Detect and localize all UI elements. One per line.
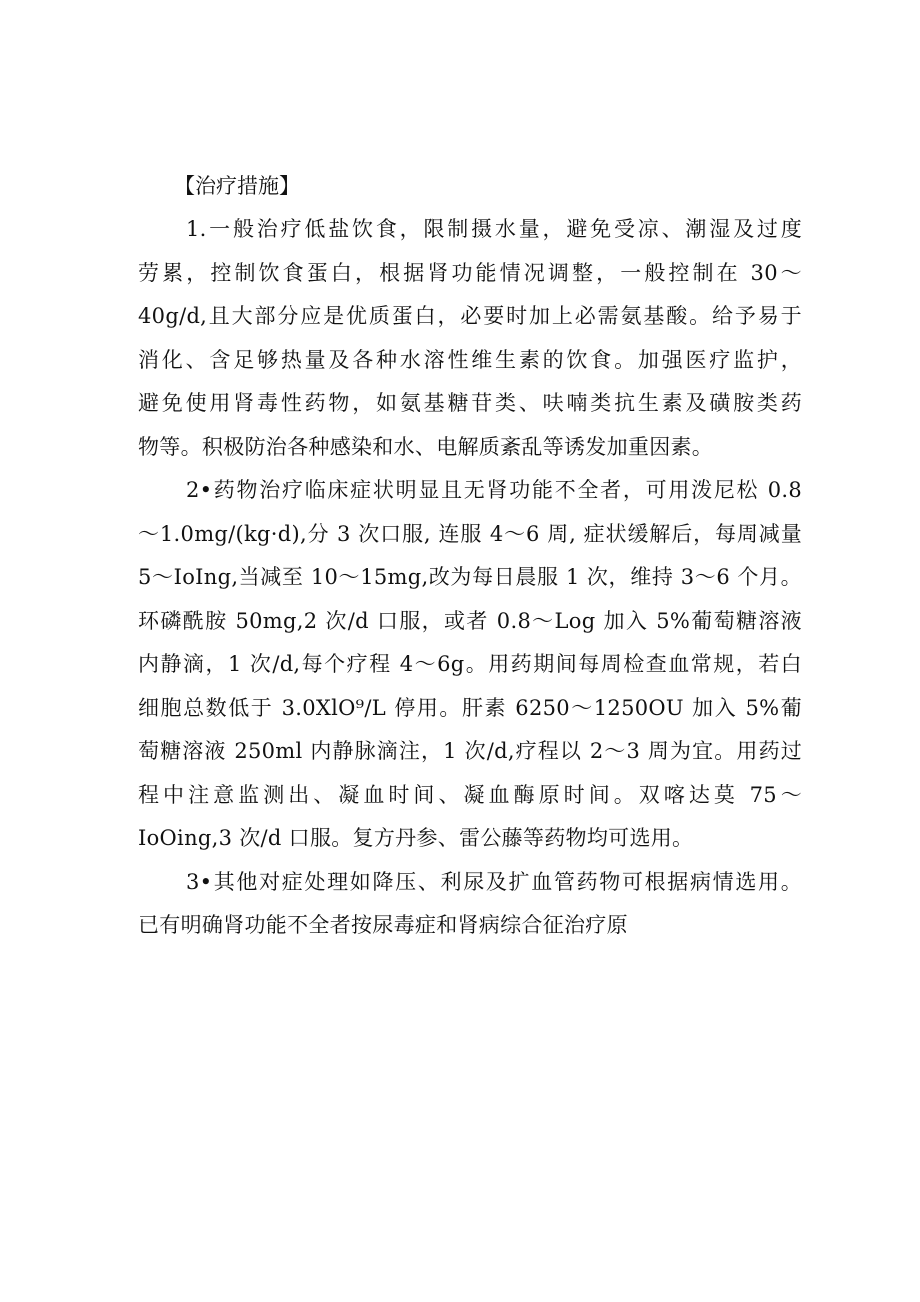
text-line: 2•药物治疗临床症状明显且无肾功能不全者，可用泼尼松 0.8 [186, 478, 802, 502]
text-line: ～1.0mg/(kg·d),分 3 次口服, 连服 4～6 周, 症状缓解后，每周减量 [138, 521, 802, 546]
text-line: 避免使用肾毒性药物，如氨基糖苷类、呋喃类抗生素及磺胺类药 [138, 391, 802, 415]
paragraph-general-treatment [138, 208, 802, 469]
text-line: 1.一般治疗低盐饮食，限制摄水量，避免受凉、潮湿及过度 [186, 217, 802, 241]
text-line: 萄糖溶液 250ml 内静脉滴注，1 次/d,疗程以 2～3 周为宜。用药过 [138, 739, 802, 763]
text-line: 40g/d,且大部分应是优质蛋白，必要时加上必需氨基酸。给予易于 [138, 304, 802, 328]
paragraph-drug-treatment [138, 469, 802, 861]
text-line: 5～IoIng,当减至 10～15mg,改为每日晨服 1 次，维持 3～6 个月。 [138, 565, 802, 589]
text-line: 劳累，控制饮食蛋白，根据肾功能情况调整，一般控制在 30～ [138, 260, 802, 285]
text-line: 已有明确肾功能不全者按尿毒症和肾病综合征治疗原 [138, 913, 628, 937]
text-line: 程中注意监测出、凝血时间、凝血酶原时间。双喀达莫 75～ [138, 782, 802, 807]
text-line: 消化、含足够热量及各种水溶性维生素的饮食。加强医疗监护， [138, 347, 802, 372]
section-heading: 【治疗措施】 [174, 174, 300, 198]
text-line: 环磷酰胺 50mg,2 次/d 口服，或者 0.8～Log 加入 5%葡萄糖溶液 [138, 608, 802, 633]
text-line: 物等。积极防治各种感染和水、电解质紊乱等诱发加重因素。 [138, 434, 714, 459]
paragraph-symptomatic-treatment [138, 861, 802, 948]
text-line: 细胞总数低于 3.0XlO⁹/L 停用。肝素 6250～1250OU 加入 5%葡 [138, 695, 802, 720]
text-line: 内静滴，1 次/d,每个疗程 4～6g。用药期间每周检查血常规，若白 [138, 652, 802, 676]
document-body [138, 165, 802, 948]
text-line: 3•其他对症处理如降压、利尿及扩血管药物可根据病情选用。 [186, 869, 802, 894]
text-line: IoOing,3 次/d 口服。复方丹参、雷公藤等药物均可选用。 [138, 826, 694, 850]
